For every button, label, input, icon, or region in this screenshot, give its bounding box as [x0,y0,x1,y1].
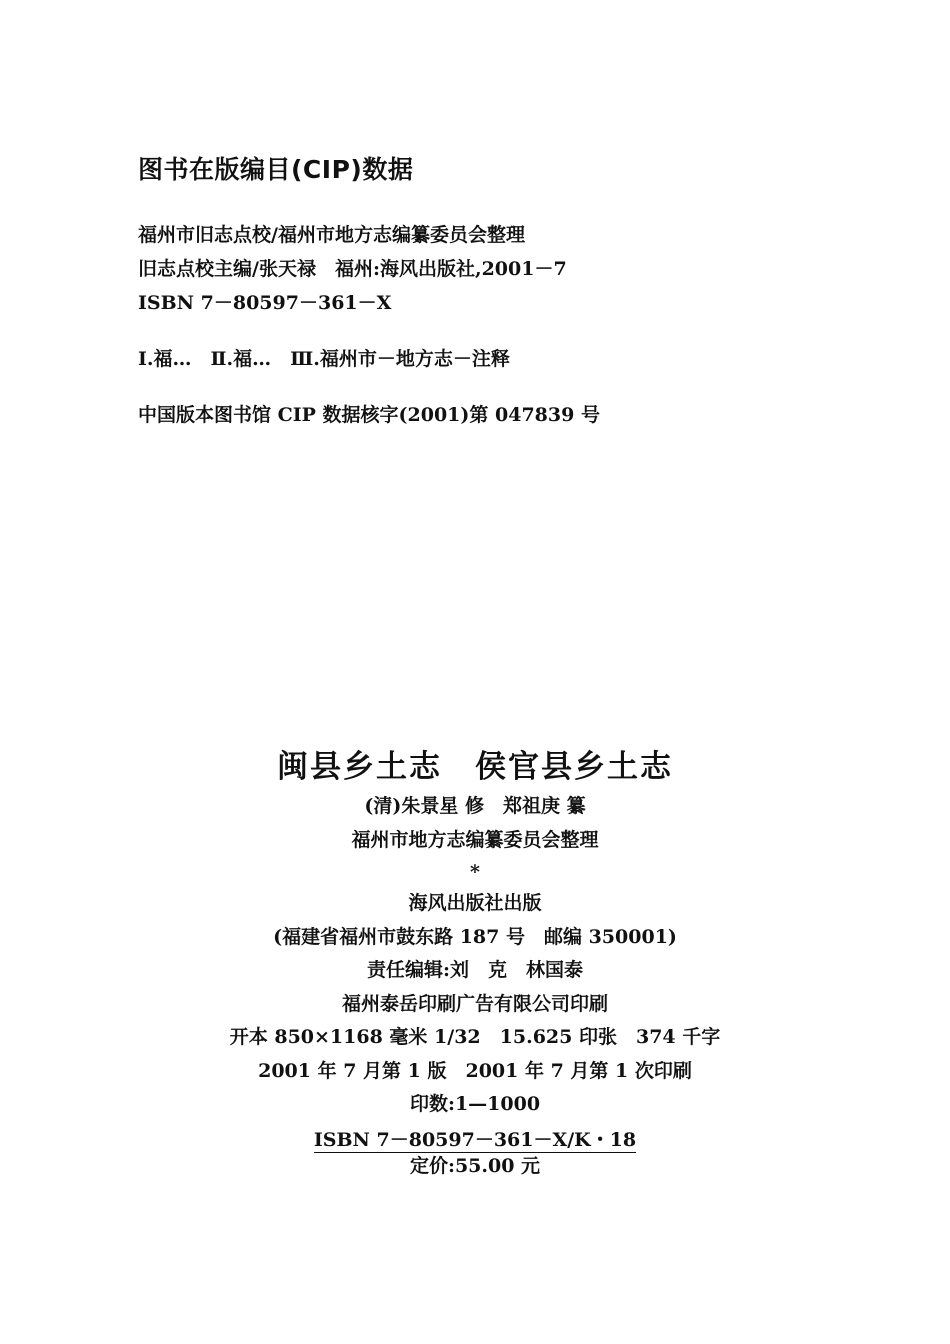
spacer [138,320,838,342]
book-format: 开本 850×1168 毫米 1/32 15.625 印张 374 千字 [229,1026,721,1048]
responsible-editors: 责任编辑:刘 克 林国泰 [366,959,583,981]
cip-line-editor: 旧志点校主编/张天禄 福州:海风出版社,2001－7 [138,258,567,280]
compiler: 福州市地方志编纂委员会整理 [351,828,599,851]
print-run: 印数:1—1000 [409,1093,541,1115]
cip-block [138,150,838,432]
spacer [138,376,838,398]
book-title: 闽县乡土志 侯官县乡土志 [277,749,673,785]
cip-line-title: 福州市旧志点校/福州市地方志编纂委员会整理 [138,224,525,246]
separator-star: * [470,861,480,883]
cip-classification: Ⅰ.福… Ⅱ.福… Ⅲ.福州市－地方志－注释 [138,348,510,370]
edition-info: 2001 年 7 月第 1 版 2001 年 7 月第 1 次印刷 [258,1059,692,1082]
authors: (清)朱景星 修 郑祖庚 纂 [364,795,586,817]
printer: 福州泰岳印刷广告有限公司印刷 [341,992,608,1015]
publisher: 海风出版社出版 [408,892,542,914]
isbn-number: ISBN 7－80597－361－X/K・18 [313,1128,637,1151]
publisher-address: (福建省福州市鼓东路 187 号 邮编 350001) [273,925,677,948]
colophon-block [0,744,950,1179]
cip-check-number: 中国版本图书馆 CIP 数据核字(2001)第 047839 号 [138,404,600,426]
cip-line-isbn: ISBN 7－80597－361－X [138,292,392,314]
price: 定价:55.00 元 [409,1154,541,1177]
cip-heading: 图书在版编目(CIP)数据 [138,155,414,184]
